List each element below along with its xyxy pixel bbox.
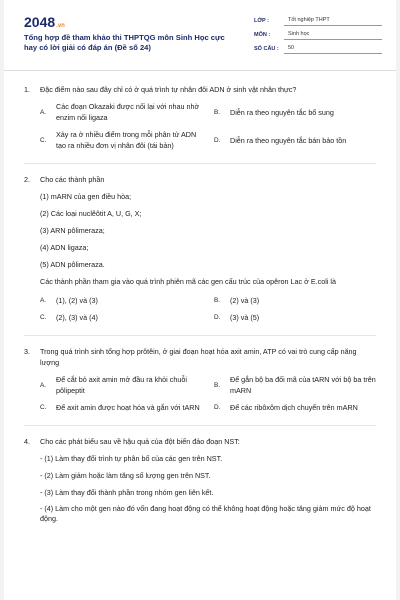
option-c[interactable]: [40, 129, 202, 151]
option-text: (3) và (5): [230, 313, 260, 322]
component-item: (5) ADN pôlimeraza.: [40, 260, 105, 269]
option-letter: A.: [40, 108, 47, 116]
option-text: (1), (2) và (3): [56, 296, 98, 305]
option-text: (2) và (3): [230, 296, 260, 305]
meta-subject-label: MÔN :: [254, 32, 271, 38]
question-1: [24, 84, 376, 95]
component-item: (3) ARN pôlimeraza;: [40, 226, 105, 235]
brand-suffix: .vn: [56, 23, 65, 29]
option-letter: B.: [214, 108, 221, 116]
option-letter: D.: [214, 314, 221, 321]
option-d[interactable]: [214, 312, 376, 323]
question-text: Trong quá trình sinh tổng hợp prôtêin, ở giai đoạn hoạt hóa axit amin, ATP có vai trò cung cấp năng lượng: [40, 347, 357, 367]
option-b[interactable]: [214, 374, 376, 396]
statement-item: - (3) Làm thay đổi thành phần trong nhóm gen liên kết.: [40, 488, 214, 497]
question-1-options: [40, 101, 376, 151]
option-letter: C.: [40, 404, 47, 411]
option-text: Xảy ra ở nhiều điểm trong mỗi phân tử ADN tạo ra nhiều đơn vị nhân đôi (tái bản): [56, 130, 197, 150]
option-b[interactable]: [214, 295, 376, 306]
question-2-options: [40, 295, 376, 323]
question-3-options: [40, 374, 376, 413]
document-meta: [254, 12, 382, 54]
meta-count-label: SỐ CÂU :: [254, 46, 279, 52]
option-letter: D.: [214, 136, 221, 144]
option-d[interactable]: [214, 402, 376, 413]
meta-count-row: [254, 40, 382, 54]
statement-item: - (1) Làm thay đổi trình tự phân bố của các gen trên NST.: [40, 454, 223, 463]
document-header: [4, 0, 396, 72]
component-item: (4) ADN ligaza;: [40, 243, 89, 252]
question-number: 3.: [24, 347, 30, 356]
document-page: [4, 0, 396, 600]
statement-item: - (4) Làm cho một gen nào đó vốn đang hoạt động có thể không hoạt động hoặc tăng giảm mức độ hoạt động.: [40, 504, 371, 523]
option-a[interactable]: [40, 295, 202, 306]
option-b[interactable]: [214, 101, 376, 123]
question-prompt: Các thành phần tham gia vào quá trình phiên mã các gen cấu trúc của opêron Lac ở E.coli là: [40, 277, 336, 286]
component-item: (1) mARN của gen điều hòa;: [40, 192, 132, 201]
option-text: Để gắn bộ ba đối mã của tARN với bộ ba trên mARN: [230, 375, 376, 395]
option-a[interactable]: [40, 101, 202, 123]
question-number: 4.: [24, 437, 30, 446]
option-text: Các đoạn Okazaki được nối lại với nhau nhờ enzim nối ligaza: [56, 102, 200, 122]
option-c[interactable]: [40, 402, 202, 413]
option-letter: C.: [40, 136, 47, 144]
option-text: Diễn ra theo nguyên tắc bổ sung: [230, 107, 334, 117]
meta-subject-value: Sinh học: [284, 31, 382, 40]
question-2: [24, 174, 376, 185]
question-number: 1.: [24, 85, 30, 94]
option-letter: B.: [214, 297, 221, 304]
option-a[interactable]: [40, 374, 202, 396]
option-letter: D.: [214, 404, 221, 411]
meta-class-value: Tốt nghiệp THPT: [284, 17, 382, 26]
meta-class-label: LỚP :: [254, 18, 269, 24]
question-divider: [24, 163, 376, 164]
question-number: 2.: [24, 175, 30, 184]
question-divider: [24, 335, 376, 336]
statement-item: - (2) Làm giảm hoặc làm tăng số lượng gen trên NST.: [40, 471, 211, 480]
question-list: [4, 72, 396, 524]
option-letter: C.: [40, 314, 47, 321]
option-text: (2), (3) và (4): [56, 313, 98, 322]
option-text: Diễn ra theo nguyên tắc bán bảo tồn: [230, 135, 347, 145]
question-divider: [24, 425, 376, 426]
document-title: Tổng hợp đề tham khảo thi THPTQG môn Sinh Học cực hay có lời giải có đáp án (Đề số 24): [24, 33, 225, 52]
option-letter: A.: [40, 297, 47, 304]
option-d[interactable]: [214, 129, 376, 151]
option-c[interactable]: [40, 312, 202, 323]
question-text: Cho các thành phần: [40, 175, 105, 184]
question-text: Cho các phát biểu sau về hậu quả của đột biến đảo đoạn NST:: [40, 437, 240, 446]
question-3: [24, 346, 376, 368]
meta-subject-row: [254, 26, 382, 40]
meta-count-value: 50: [284, 45, 382, 54]
question-text: Đặc điểm nào sau đây chỉ có ở quá trình tự nhân đôi ADN ở sinh vật nhân thực?: [40, 85, 297, 94]
option-letter: B.: [214, 381, 221, 389]
component-item: (2) Các loại nuclêôtit A, U, G, X;: [40, 209, 142, 218]
meta-class-row: [254, 12, 382, 26]
question-4: [24, 436, 376, 447]
option-letter: A.: [40, 381, 47, 389]
option-text: Để các ribôxôm dịch chuyển trên mARN: [230, 403, 358, 412]
brand-name: 2048: [24, 14, 56, 30]
option-text: Để cắt bỏ axit amin mở đầu ra khỏi chuỗi pôlipeptit: [56, 375, 187, 395]
header-divider: [4, 70, 396, 71]
option-text: Để axit amin được hoạt hóa và gắn với tARN: [56, 403, 200, 412]
